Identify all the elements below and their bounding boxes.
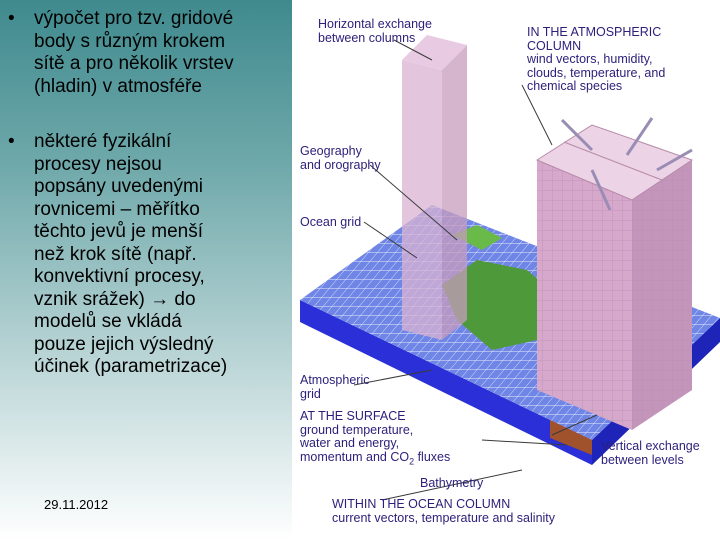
label-geography: Geography and orography bbox=[300, 144, 381, 172]
column-right-side-grid bbox=[632, 160, 692, 430]
label-atmospheric-grid: Atmospheric grid bbox=[300, 373, 370, 401]
label-at-surface-text: AT THE SURFACE ground temperature, water and energy, momentum and CO bbox=[300, 409, 414, 464]
climate-model-grid-figure bbox=[292, 0, 720, 540]
bullet-marker: • bbox=[8, 8, 15, 29]
label-at-surface bbox=[300, 410, 450, 469]
label-horizontal-exchange: Horizontal exchange between columns bbox=[318, 17, 432, 45]
bullet-marker: • bbox=[8, 131, 15, 152]
label-ocean-grid: Ocean grid bbox=[300, 215, 362, 229]
slide-date: 29.11.2012 bbox=[44, 497, 109, 512]
column-left-side bbox=[442, 45, 467, 340]
label-bathymetry: Bathymetry bbox=[420, 476, 484, 490]
label-atmospheric-column: IN THE ATMOSPHERIC COLUMN wind vectors, humidity, clouds, temperature, and chemical species bbox=[527, 25, 666, 93]
label-fluxes: fluxes bbox=[414, 449, 451, 464]
label-ocean-column: WITHIN THE OCEAN COLUMN current vectors, temperature and salinity bbox=[332, 497, 556, 525]
bullet-text: některé fyzikální procesy nejsou popsány uvedenými rovnicemi – měřítko těchto jevů je menší než krok sítě (např. konvektivní procesy, vznik srážek) → do modelů se vkládá pouze jejich výsledný účinek (parametrizace) bbox=[34, 131, 228, 377]
bullet-text: výpočet pro tzv. gridové body s různým krokem sítě a pro několik vrstev (hladin) v atmosféře bbox=[34, 8, 234, 97]
column-right-front-grid bbox=[537, 160, 632, 430]
label-vertical-exchange: Vertical exchange between levels bbox=[601, 439, 700, 467]
co2-subscript: 2 bbox=[409, 456, 415, 466]
column-left-face bbox=[402, 60, 442, 340]
